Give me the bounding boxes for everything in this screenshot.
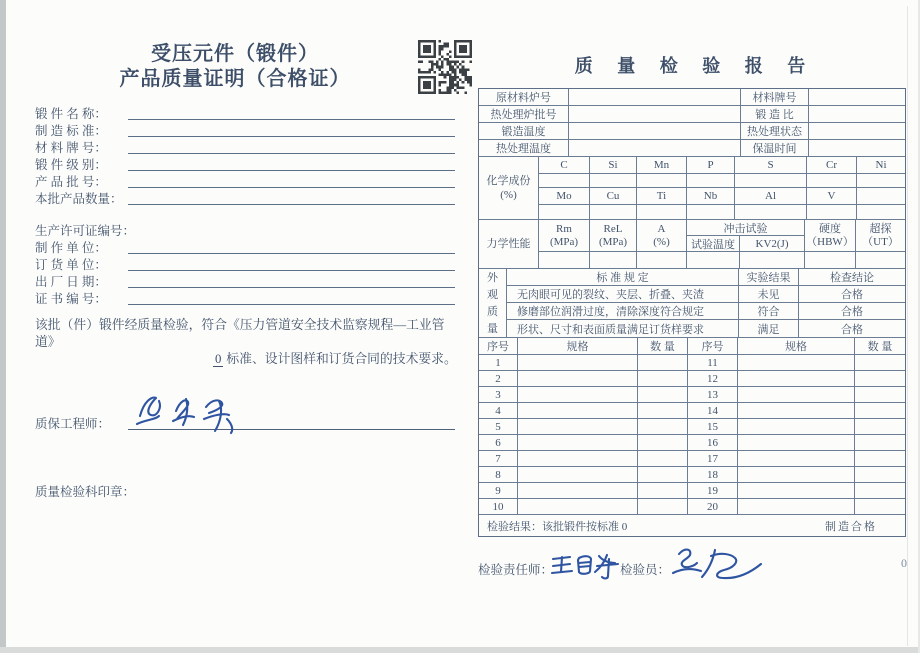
chem-element: P — [687, 157, 735, 173]
col-test-result: 实验结果 — [739, 269, 799, 285]
chem-header-row-1 — [539, 157, 905, 174]
conclusion-text: 合格 — [841, 289, 863, 301]
conformity-statement — [35, 317, 459, 368]
serial-row — [479, 451, 905, 467]
chem-value — [857, 174, 905, 187]
col-conclusion: 检查结论 — [830, 272, 874, 284]
mech-col-elongation — [637, 220, 687, 251]
qty-cell — [855, 371, 905, 386]
serial-no: 13 — [688, 387, 738, 402]
field-forging-name — [35, 105, 455, 122]
mech-col-hardness — [805, 220, 856, 251]
rel-line1: ReL — [603, 222, 623, 235]
cell-value — [569, 89, 741, 105]
qty-cell — [638, 419, 688, 434]
col-standard-spec: 标 准 规 定 — [507, 269, 739, 285]
mech-col-impact-test — [687, 220, 805, 251]
mech-label-text: 力学性能 — [486, 238, 531, 250]
mechanical-properties-label — [479, 220, 539, 268]
mech-value — [637, 252, 687, 268]
header-qty-left: 数 量 — [638, 338, 688, 354]
chem-value — [539, 205, 590, 219]
conformity-statement-line1: 该批（件）锻件经质量检验，符合《压力管道安全技术监察规程—工业管道》 — [35, 318, 445, 349]
serial-header-row — [479, 338, 905, 355]
spec-cell — [518, 371, 638, 386]
spec-cell — [738, 467, 855, 482]
chem-value — [807, 205, 857, 219]
serial-no: 18 — [688, 467, 738, 482]
field-label: 订 货 单 位： — [35, 258, 107, 272]
field-product-batch-no — [35, 173, 455, 190]
serial-no: 1 — [479, 355, 518, 370]
spec-cell — [518, 387, 638, 402]
chem-label-line2: (%) — [500, 189, 517, 201]
chem-value — [687, 174, 735, 187]
ut-line2: （UT） — [862, 235, 899, 248]
header-spec-left: 规格 — [518, 338, 638, 354]
chem-value — [590, 174, 637, 187]
serial-no: 15 — [688, 419, 738, 434]
qty-cell — [638, 403, 688, 418]
chem-element — [857, 188, 905, 204]
qr-code — [418, 40, 472, 94]
field-label: 出 厂 日 期： — [35, 275, 107, 289]
field-label: 制 造 标 准： — [35, 124, 107, 138]
spec-cell — [518, 451, 638, 466]
blank-underline — [128, 158, 455, 171]
qty-cell — [855, 419, 905, 434]
chem-element: Cu — [590, 188, 637, 204]
spec-cell — [518, 419, 638, 434]
header-spec-right: 规格 — [738, 338, 855, 354]
a-line2: (%) — [653, 235, 670, 248]
mechanical-properties-rows — [539, 220, 905, 268]
spec-cell — [738, 419, 855, 434]
scan-edge-bottom — [0, 647, 920, 653]
a-line1: A — [657, 222, 666, 235]
header-serial-right: 序号 — [688, 338, 738, 354]
header-qty-right: 数 量 — [867, 341, 893, 353]
qa-engineer-signature — [128, 390, 260, 436]
rm-line2: (MPa) — [549, 235, 579, 248]
conclusion-text: 合格 — [841, 306, 863, 318]
mech-value — [539, 252, 590, 268]
appearance-quality-label — [479, 269, 507, 337]
qty-cell — [855, 451, 905, 466]
chem-value — [637, 205, 687, 219]
spec-cell — [518, 355, 638, 370]
qty-cell — [638, 451, 688, 466]
field-label: 锻 件 名 称： — [35, 107, 107, 121]
mech-header-row — [539, 220, 905, 252]
mech-col-ut — [856, 220, 905, 251]
result-text: 符合 — [739, 303, 799, 319]
blank-underline — [128, 241, 455, 254]
serial-no: 4 — [479, 403, 518, 418]
field-production-license-no — [35, 222, 455, 239]
chem-value — [539, 174, 590, 187]
table-row-heat-treatment-temperature — [479, 140, 905, 157]
appearance-row-cracks — [507, 286, 905, 303]
mechanical-properties-section — [479, 220, 905, 269]
appearance-char: 外 — [487, 271, 498, 284]
cell-value — [809, 123, 905, 139]
result-text: 满足 — [739, 320, 799, 337]
serial-row — [479, 435, 905, 451]
serial-no: 12 — [688, 371, 738, 386]
field-manufacturer — [35, 239, 455, 256]
inspection-report-table — [478, 88, 906, 537]
spec-cell — [738, 435, 855, 450]
inspection-result-text: 检验结果：该批锻件按标准 0 — [487, 520, 628, 533]
blank-underline — [128, 141, 455, 154]
scan-edge-left — [0, 0, 6, 653]
inspection-dept-stamp-label: 质量检验科印章： — [35, 485, 136, 499]
serial-row — [479, 419, 905, 435]
header-serial-left: 序号 — [479, 338, 518, 354]
field-material-grade — [35, 139, 455, 156]
chem-element: V — [807, 188, 857, 204]
chem-value — [857, 205, 905, 219]
chem-element: C — [539, 157, 590, 173]
serial-row — [479, 387, 905, 403]
field-label: 生产许可证编号： — [35, 224, 136, 238]
rm-line1: Rm — [556, 222, 572, 235]
serial-row — [479, 371, 905, 387]
blank-underline — [128, 107, 455, 120]
appearance-quality-section — [479, 269, 905, 338]
conformity-statement-line2 — [35, 351, 459, 368]
spec-cell — [738, 371, 855, 386]
field-shipment-date — [35, 273, 455, 290]
spec-cell — [518, 403, 638, 418]
manufacture-qualified-text: 制造合格 — [825, 520, 877, 533]
chem-element: Cr — [807, 157, 857, 173]
chem-header-row-2 — [539, 188, 905, 205]
serial-no: 7 — [479, 451, 518, 466]
chemical-composition-label — [479, 157, 539, 219]
table-row-forging-temperature — [479, 123, 905, 140]
serial-no: 8 — [479, 467, 518, 482]
qty-cell — [638, 483, 688, 498]
qty-cell — [855, 355, 905, 370]
certificate-title — [40, 42, 430, 92]
qty-cell — [638, 499, 688, 514]
cell-value — [569, 106, 741, 122]
qty-cell — [638, 355, 688, 370]
conclusion-text: 合格 — [841, 323, 863, 336]
inspector-in-charge-label: 检验责任师： — [478, 563, 554, 577]
serial-row — [479, 403, 905, 419]
field-manufacturing-standard — [35, 122, 455, 139]
cell-label: 材料牌号 — [741, 89, 809, 105]
ut-line1: 超探 — [869, 222, 892, 235]
serial-no: 10 — [479, 499, 518, 514]
serial-no: 14 — [688, 403, 738, 418]
qty-cell — [638, 387, 688, 402]
chem-value-row-1 — [539, 174, 905, 188]
field-label: 本批产品数量： — [35, 192, 123, 206]
chemical-composition-section — [479, 157, 905, 220]
standard-number-blank: 0 — [215, 352, 222, 366]
cell-value — [809, 140, 905, 156]
spec-cell — [738, 387, 855, 402]
chem-element: Si — [590, 157, 637, 173]
qty-cell — [855, 435, 905, 450]
mech-value — [856, 252, 905, 268]
appearance-row-shape-size — [507, 320, 905, 337]
cell-label: 锻 造 比 — [741, 106, 809, 122]
field-forging-class — [35, 156, 455, 173]
serial-no: 9 — [479, 483, 518, 498]
chem-label-line1: 化学成份 — [486, 175, 531, 187]
mech-value — [687, 252, 740, 268]
qty-cell — [855, 483, 905, 498]
spec-cell — [738, 403, 855, 418]
qty-cell — [638, 371, 688, 386]
chem-element: Nb — [687, 188, 735, 204]
field-label: 制 作 单 位： — [35, 241, 107, 255]
conformity-statement-line2-text: 标准、设计图样和订货合同的技术要求。 — [226, 352, 457, 366]
cell-label: 锻造温度 — [479, 123, 569, 139]
serial-no: 20 — [688, 499, 738, 514]
blank-underline — [128, 175, 455, 188]
appearance-row-grinding — [507, 303, 905, 320]
blank-underline — [128, 258, 455, 271]
certificate-title-line1: 受压元件（锻件） — [151, 43, 319, 65]
cell-value — [569, 123, 741, 139]
qty-cell — [638, 467, 688, 482]
cell-value — [809, 89, 905, 105]
cell-value — [809, 106, 905, 122]
rel-line2: (MPa) — [598, 235, 628, 248]
cell-label: 原材料炉号 — [479, 89, 569, 105]
chem-element: Ni — [875, 159, 887, 171]
serial-no: 5 — [479, 419, 518, 434]
impact-test-header: 冲击试验 — [687, 220, 804, 236]
certificate-fields-top — [35, 105, 455, 207]
serial-no: 16 — [688, 435, 738, 450]
impact-temp-header: 试验温度 — [687, 236, 740, 252]
mech-col-rel — [590, 220, 637, 251]
spec-cell — [518, 435, 638, 450]
serial-no: 2 — [479, 371, 518, 386]
chem-value-row-2 — [539, 205, 905, 219]
serial-row — [479, 355, 905, 371]
chem-element: Ti — [637, 188, 687, 204]
serial-no: 19 — [688, 483, 738, 498]
chem-value — [807, 174, 857, 187]
spec-cell — [518, 467, 638, 482]
standard-text: 修磨部位润滑过度，清除深度符合规定 — [507, 303, 739, 319]
qty-cell — [855, 387, 905, 402]
field-batch-quantity — [35, 190, 455, 207]
field-label: 证 书 编 号： — [35, 292, 107, 306]
qr-code-svg — [418, 40, 472, 94]
cell-label: 保温时间 — [741, 140, 809, 156]
result-text: 未见 — [739, 286, 799, 302]
table-row-raw-material-heat-no — [479, 89, 905, 106]
chem-element: Mo — [539, 188, 590, 204]
chem-element: S — [735, 157, 807, 173]
mech-value — [590, 252, 637, 268]
serial-no: 17 — [688, 451, 738, 466]
appearance-quality-rows — [507, 269, 905, 337]
chemical-composition-rows — [539, 157, 905, 219]
blank-underline — [128, 292, 455, 305]
serial-row — [479, 483, 905, 499]
report-title: 质 量 检 验 报 告 — [574, 56, 816, 76]
chem-value — [735, 174, 807, 187]
cell-value — [569, 140, 741, 156]
cell-label: 热处理炉批号 — [479, 106, 569, 122]
chem-element: Mn — [637, 157, 687, 173]
spec-cell — [738, 499, 855, 514]
field-label: 材 料 牌 号： — [35, 141, 107, 155]
spec-cell — [738, 483, 855, 498]
impact-kv2-header: KV2(J) — [755, 238, 789, 250]
field-label: 锻 件 级 别： — [35, 158, 107, 172]
chem-value — [637, 174, 687, 187]
mech-col-rm — [539, 220, 590, 251]
blank-underline — [128, 124, 455, 137]
qty-cell — [855, 403, 905, 418]
table-row-heat-treatment-batch-no — [479, 106, 905, 123]
serial-no: 6 — [479, 435, 518, 450]
appearance-header-row — [507, 269, 905, 286]
mech-value-row — [539, 252, 905, 268]
examiner-signature — [663, 542, 767, 586]
page-fold-line — [907, 6, 908, 646]
spec-cell — [738, 355, 855, 370]
blank-underline — [128, 275, 455, 288]
field-label: 产 品 批 号： — [35, 175, 107, 189]
mech-value — [805, 252, 856, 268]
serial-no: 11 — [688, 355, 738, 370]
appearance-char: 量 — [487, 322, 498, 335]
inspector-in-charge-signature — [549, 550, 621, 584]
examiner-label: 检验员： — [620, 563, 671, 577]
qty-cell — [855, 499, 905, 514]
qa-engineer-label: 质保工程师： — [35, 417, 111, 431]
standard-text: 形状、尺寸和表面质量满足订货样要求 — [507, 320, 739, 337]
serial-row — [479, 499, 905, 515]
serial-no: 3 — [479, 387, 518, 402]
qty-cell — [638, 435, 688, 450]
blank-underline — [128, 192, 455, 205]
inspection-result-row — [479, 515, 905, 536]
hardness-line1: 硬度 — [819, 222, 841, 235]
cell-label: 热处理状态 — [741, 123, 809, 139]
certificate-fields-mid — [35, 222, 455, 307]
mech-value — [740, 252, 805, 268]
hardness-line2: （HBW） — [806, 235, 854, 248]
spec-cell — [518, 483, 638, 498]
chem-value — [590, 205, 637, 219]
spec-cell — [738, 451, 855, 466]
spec-cell — [518, 499, 638, 514]
appearance-char: 质 — [487, 305, 498, 318]
appearance-char: 观 — [487, 288, 498, 301]
cell-label: 热处理温度 — [479, 140, 569, 156]
standard-text: 无肉眼可见的裂纹、夹层、折叠、夹渣 — [507, 286, 739, 302]
chem-value — [687, 205, 735, 219]
field-ordering-unit — [35, 256, 455, 273]
chem-element: Al — [735, 188, 807, 204]
chem-value — [735, 205, 807, 219]
certificate-title-line2: 产品质量证明（合格证） — [119, 68, 351, 90]
serial-row — [479, 467, 905, 483]
field-certificate-no — [35, 290, 455, 307]
impact-test-subheaders — [687, 236, 804, 252]
scan-artifact-mark: 0 — [901, 556, 907, 570]
qty-cell — [855, 467, 905, 482]
